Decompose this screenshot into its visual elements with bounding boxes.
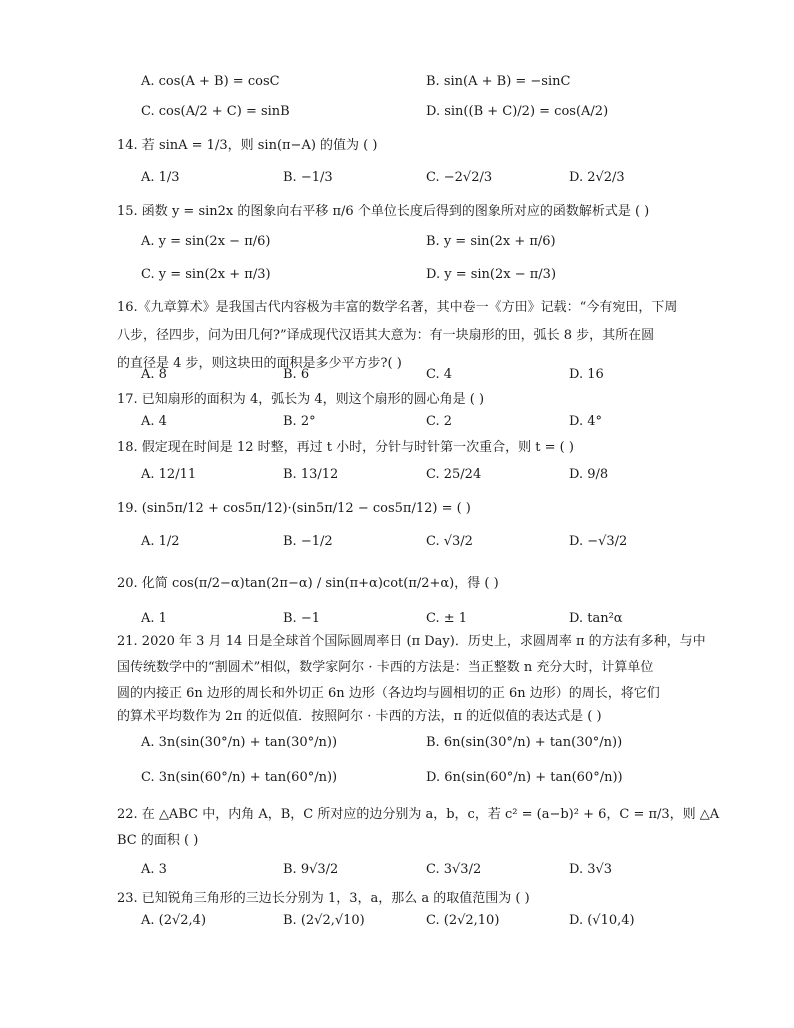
q15-text: 15. 函数 y = sin2x 的图象向右平移 π/6 个单位长度后得到的图象所对应的函数解析式是 ( ) xyxy=(117,204,650,219)
q18-option-d: D. 9/8 xyxy=(569,467,609,482)
q18-option-a: A. 12/11 xyxy=(141,467,197,482)
q20-option-c: C. ± 1 xyxy=(426,611,468,626)
q20-option-b: B. −1 xyxy=(283,611,320,626)
q23-option-a: A. (2√2,4) xyxy=(141,913,207,928)
q22-line-2: BC 的面积 ( ) xyxy=(117,833,199,848)
q21-option-a: A. 3n(sin(30°/n) + tan(30°/n)) xyxy=(141,735,338,750)
q14-text: 14. 若 sinA = 1/3，则 sin(π−A) 的值为 ( ) xyxy=(117,138,378,153)
q15-option-a: A. y = sin(2x − π/6) xyxy=(141,234,271,249)
q23-text: 23. 已知锐角三角形的三边长分别为 1，3，a，那么 a 的取值范围为 ( ) xyxy=(117,891,530,906)
q20-option-a: A. 1 xyxy=(141,611,167,626)
q16-option-d: D. 16 xyxy=(569,367,604,382)
q15-option-c: C. y = sin(2x + π/3) xyxy=(141,267,271,282)
q21-line-2: 国传统数学中的“割圆术”相似，数学家阿尔 · 卡西的方法是：当正整数 n 充分大时，计算单位 xyxy=(117,660,654,675)
q16-option-b: B. 6 xyxy=(283,367,310,382)
q13-option-c: C. cos(A/2 + C) = sinB xyxy=(141,104,290,119)
q17-text: 17. 已知扇形的面积为 4，弧长为 4，则这个扇形的圆心角是 ( ) xyxy=(117,392,485,407)
q15-option-b: B. y = sin(2x + π/6) xyxy=(426,234,556,249)
q17-option-d: D. 4° xyxy=(569,414,602,429)
q18-text: 18. 假定现在时间是 12 时整，再过 t 小时，分针与时针第一次重合，则 t = ( ) xyxy=(117,440,574,455)
q21-option-d: D. 6n(sin(60°/n) + tan(60°/n)) xyxy=(426,770,623,785)
q19-option-c: C. √3/2 xyxy=(426,534,473,549)
q22-option-d: D. 3√3 xyxy=(569,862,613,877)
q20-text: 20. 化简 cos(π/2−α)tan(2π−α) / sin(π+α)cot(π/2+α)，得 ( ) xyxy=(117,576,499,591)
q15-option-d: D. y = sin(2x − π/3) xyxy=(426,267,557,282)
q19-option-d: D. −√3/2 xyxy=(569,534,628,549)
q21-option-b: B. 6n(sin(30°/n) + tan(30°/n)) xyxy=(426,735,623,750)
q20-option-d: D. tan²α xyxy=(569,611,623,626)
q19-text: 19. (sin5π/12 + cos5π/12)·(sin5π/12 − cos5π/12) = ( ) xyxy=(117,501,471,516)
q17-option-c: C. 2 xyxy=(426,414,453,429)
q14-option-a: A. 1/3 xyxy=(141,170,180,185)
q16-line-2: 八步，径四步，问为田几何?”译成现代汉语其大意为：有一块扇形的田，弧长 8 步，其所在圆 xyxy=(117,328,655,343)
q14-option-c: C. −2√2/3 xyxy=(426,170,493,185)
q23-option-b: B. (2√2,√10) xyxy=(283,913,365,928)
q16-line-3: 的直径是 4 步，则这块田的面积是多少平方步?( ) xyxy=(117,356,402,371)
q21-line-3: 圆的内接正 6n 边形的周长和外切正 6n 边形（各边均与圆相切的正 6n 边形）的周长，将它们 xyxy=(117,686,660,701)
q14-option-b: B. −1/3 xyxy=(283,170,333,185)
q21-line-1: 21. 2020 年 3 月 14 日是全球首个国际圆周率日 (π Day)．历史上，求圆周率 π 的方法有多种，与中 xyxy=(117,634,706,649)
q13-option-a: A. cos(A + B) = cosC xyxy=(141,74,280,89)
q21-line-4: 的算术平均数作为 2π 的近似值．按照阿尔 · 卡西的方法，π 的近似值的表达式是 ( ) xyxy=(117,709,602,724)
q16-line-1: 16.《九章算术》是我国古代内容极为丰富的数学名著，其中卷一《方田》记载：“今有宛田，下周 xyxy=(117,300,678,315)
q17-option-b: B. 2° xyxy=(283,414,316,429)
q16-option-c: C. 4 xyxy=(426,367,453,382)
q22-option-a: A. 3 xyxy=(141,862,167,877)
q18-option-c: C. 25/24 xyxy=(426,467,482,482)
q14-option-d: D. 2√2/3 xyxy=(569,170,625,185)
q17-option-a: A. 4 xyxy=(141,414,167,429)
q22-option-c: C. 3√3/2 xyxy=(426,862,482,877)
q18-option-b: B. 13/12 xyxy=(283,467,339,482)
q22-line-1: 22. 在 △ABC 中，内角 A，B，C 所对应的边分别为 a，b，c，若 c² = (a−b)² + 6，C = π/3，则 △A xyxy=(117,807,720,822)
q13-option-b: B. sin(A + B) = −sinC xyxy=(426,74,571,89)
q21-option-c: C. 3n(sin(60°/n) + tan(60°/n)) xyxy=(141,770,338,785)
q22-option-b: B. 9√3/2 xyxy=(283,862,339,877)
q16-option-a: A. 8 xyxy=(141,367,167,382)
q23-option-c: C. (2√2,10) xyxy=(426,913,500,928)
q19-option-a: A. 1/2 xyxy=(141,534,180,549)
q23-option-d: D. (√10,4) xyxy=(569,913,635,928)
q19-option-b: B. −1/2 xyxy=(283,534,333,549)
q13-option-d: D. sin((B + C)/2) = cos(A/2) xyxy=(426,104,609,119)
